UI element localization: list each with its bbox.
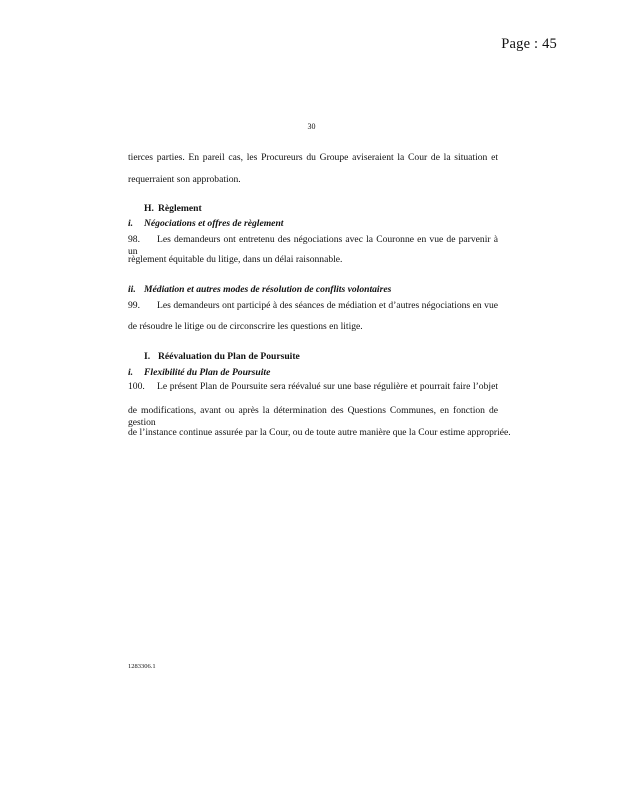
- intro-paragraph-line-2: requerraient son approbation.: [128, 174, 241, 185]
- intro-paragraph-line-1: tierces parties. En pareil cas, les Procureurs du Groupe aviseraient la Cour de la situation et: [128, 152, 498, 163]
- subsection-i-i-number: i.: [128, 367, 134, 378]
- paragraph-100-line-3: de l’instance continue assurée par la Cour, ou de toute autre manière que la Cour estime appropriée.: [128, 427, 511, 438]
- page-number: 30: [307, 122, 316, 131]
- document-id: 1283306.1: [128, 663, 156, 670]
- subsection-h-i-title: Négociations et offres de règlement: [144, 218, 284, 229]
- subsection-h-i-number: i.: [128, 218, 134, 229]
- subsection-i-i-title: Flexibilité du Plan de Poursuite: [144, 367, 271, 378]
- page-label: Page : 45: [501, 36, 557, 52]
- paragraph-100-line-2: de modifications, avant ou après la détermination des Questions Communes, en fonction de gestion: [128, 405, 498, 428]
- section-i-number: I.: [144, 351, 151, 362]
- paragraph-98-line-2: règlement équitable du litige, dans un délai raisonnable.: [128, 254, 343, 265]
- subsection-h-ii-number: ii.: [128, 284, 136, 295]
- paragraph-99-number: 99.: [128, 300, 140, 311]
- subsection-h-ii-heading: [128, 284, 391, 296]
- section-i-heading: [144, 351, 300, 363]
- paragraph-99-line-2: de résoudre le litige ou de circonscrire les questions en litige.: [128, 321, 363, 332]
- subsection-h-ii-title: Médiation et autres modes de résolution de conflits volontaires: [144, 284, 392, 295]
- section-i-title: Réévaluation du Plan de Poursuite: [158, 351, 300, 362]
- paragraph-98-text: Les demandeurs ont entretenu des négociations avec la Couronne en vue de parvenir à un: [128, 234, 498, 257]
- paragraph-99-line-1: [128, 300, 498, 312]
- paragraph-100-text: Le présent Plan de Poursuite sera réévalué sur une base régulière et pourrait faire l’objet: [157, 381, 498, 392]
- section-h-title: Règlement: [158, 203, 202, 214]
- section-h-heading: [144, 203, 202, 215]
- subsection-h-i-heading: [128, 218, 283, 230]
- subsection-i-i-heading: [128, 367, 270, 379]
- section-h-number: H.: [144, 203, 154, 214]
- paragraph-98-number: 98.: [128, 234, 140, 245]
- paragraph-100-line-1: [128, 381, 498, 393]
- paragraph-100-number: 100.: [128, 381, 145, 392]
- paragraph-99-text: Les demandeurs ont participé à des séances de médiation et d’autres négociations en vue: [157, 300, 498, 311]
